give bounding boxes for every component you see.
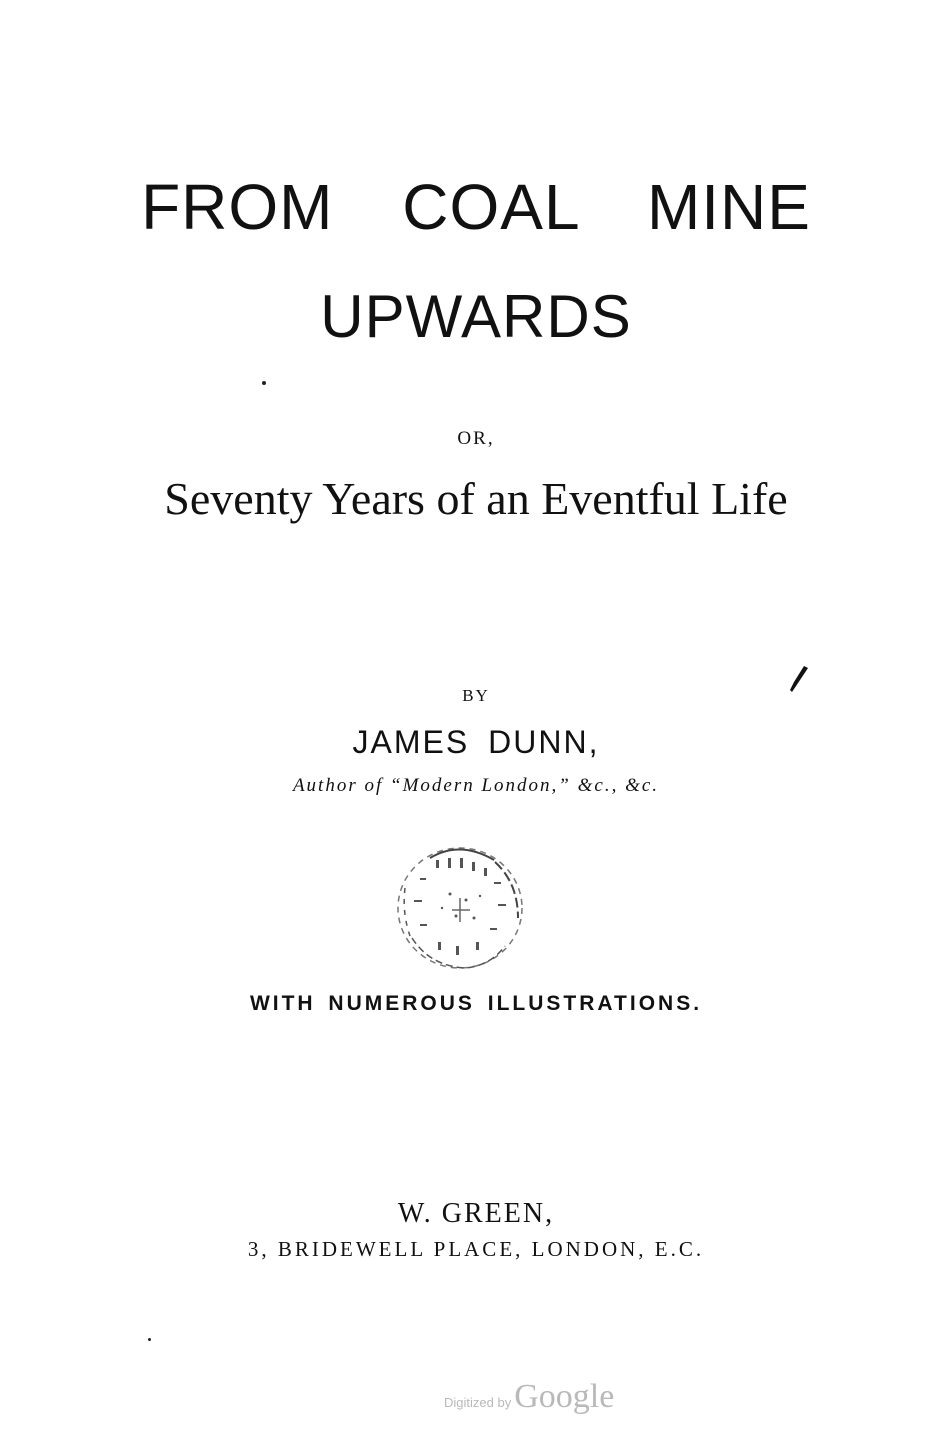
book-subtitle: Seventy Years of an Eventful Life <box>164 473 788 524</box>
publisher-name: W. GREEN, <box>397 1198 555 1229</box>
digitized-by-google-watermark <box>444 1378 614 1416</box>
google-logo: Google <box>514 1378 615 1415</box>
ink-speck <box>262 381 266 385</box>
author-name: JAMES DUNN, <box>352 724 600 760</box>
by-label: BY <box>462 686 490 705</box>
library-stamp-icon <box>390 838 530 978</box>
digitized-prefix: Digitized by <box>444 1395 512 1410</box>
illustrations-note: WITH NUMEROUS ILLUSTRATIONS. <box>249 992 703 1015</box>
book-title-line-1: FROM COAL MINE <box>141 171 811 243</box>
publisher-address: 3, BRIDEWELL PLACE, LONDON, E.C. <box>247 1237 705 1261</box>
or-connector: OR, <box>457 428 495 449</box>
author-credit: Author of “Modern London,” &c., &c. <box>292 775 660 796</box>
ink-speck <box>148 1338 151 1341</box>
book-title-line-2: UPWARDS <box>320 283 632 350</box>
